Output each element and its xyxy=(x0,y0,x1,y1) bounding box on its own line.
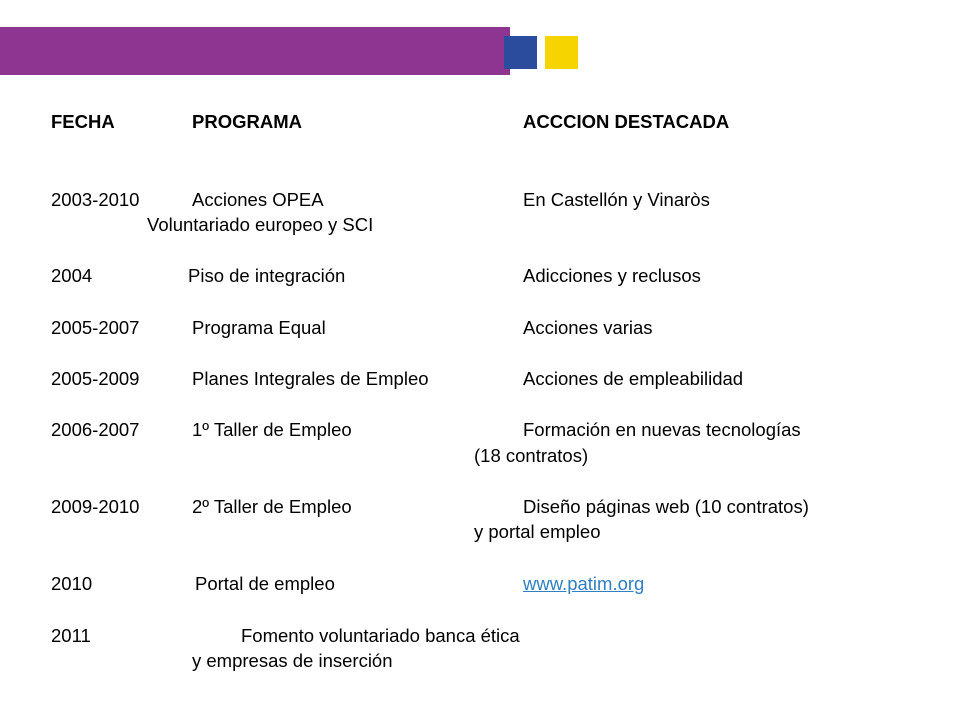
header-fecha: FECHA xyxy=(51,111,115,132)
row-accion-continued: y portal empleo xyxy=(474,521,601,542)
row-accion: Formación en nuevas tecnologías xyxy=(523,419,801,440)
header-accion: ACCCION DESTACADA xyxy=(523,111,730,132)
row-fecha: 2003-2010 xyxy=(51,189,140,210)
row-programa: Piso de integración xyxy=(188,265,346,286)
blue-square xyxy=(504,36,537,69)
row-fecha: 2004 xyxy=(51,265,93,286)
row-accion: En Castellón y Vinaròs xyxy=(523,189,710,210)
row-programa-continued: y empresas de inserción xyxy=(192,650,393,671)
row-programa: Fomento voluntariado banca ética xyxy=(241,625,520,646)
row-fecha: 2009-2010 xyxy=(51,496,140,517)
row-programa: Acciones OPEA xyxy=(192,189,324,210)
row-programa: 2º Taller de Empleo xyxy=(192,496,352,517)
row-fecha: 2011 xyxy=(51,625,91,646)
row-extra: Voluntariado europeo y SCI xyxy=(147,214,374,235)
row-programa: 1º Taller de Empleo xyxy=(192,419,352,440)
row-accion: Adicciones y reclusos xyxy=(523,265,701,286)
accent-bar xyxy=(0,27,510,75)
row-accion-continued: (18 contratos) xyxy=(474,445,589,466)
patim-link[interactable]: www.patim.org xyxy=(523,573,645,594)
row-programa: Portal de empleo xyxy=(195,573,335,594)
row-fecha: 2006-2007 xyxy=(51,419,140,440)
header-programa: PROGRAMA xyxy=(192,111,302,132)
row-programa: Planes Integrales de Empleo xyxy=(192,368,429,389)
row-fecha: 2010 xyxy=(51,573,93,594)
row-accion: Diseño páginas web (10 contratos) xyxy=(523,496,809,517)
yellow-square xyxy=(545,36,578,69)
row-programa: Programa Equal xyxy=(192,317,326,338)
row-fecha: 2005-2007 xyxy=(51,317,140,338)
row-accion: Acciones de empleabilidad xyxy=(523,368,744,389)
row-accion: Acciones varias xyxy=(523,317,653,338)
row-fecha: 2005-2009 xyxy=(51,368,140,389)
